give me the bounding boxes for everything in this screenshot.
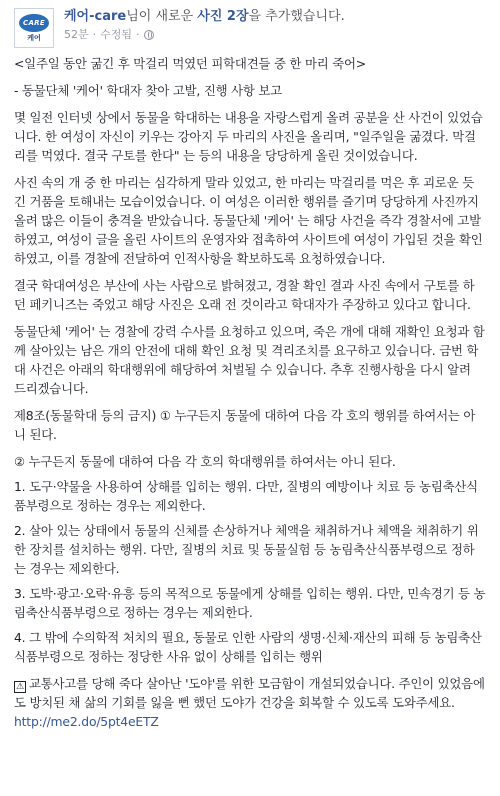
- warning-sign-icon: ⚠: [14, 681, 26, 693]
- post-paragraph: 사진 속의 개 중 한 마리는 심각하게 말라 있었고, 한 마리는 막걸리를 먹은 후 괴로운 듯 긴 거품을 토해내는 모습이었습니다. 이 여성은 이러한 행위를 즐기며 당당하게 사진까지 올려 많은 이들이 충격을 받았습니다. 동물단체 '케어' 는 해당 사건을 즉각 경찰서에 고발하였고, 여성이 글을 올린 사이트의 운영자와 접촉하여 사이트에 여성이 가입된 것을 확인하였고, 이를 경찰에 전달하여 인적사항을 확보하도록 요청하였습니다.: [14, 175, 483, 266]
- law-clause: ② 누구든지 동물에 대하여 다음 각 호의 학대행위를 하여서는 아니 된다.: [14, 454, 396, 469]
- law-item: 2. 살아 있는 상태에서 동물의 신체를 손상하거나 체액을 채취하거나 체액을 채취하기 위한 장치를 설치하는 행위. 다만, 질병의 치료 및 동물실험 등 농림축산식품부령으로 정하는 경우는 제외한다.: [14, 523, 479, 576]
- post-paragraph: 몇 일전 인터넷 상에서 동물을 학대하는 내용을 자랑스럽게 올려 공분을 산 사건이 있었습니다. 한 여성이 자신이 키우는 강아지 두 마리의 사진을 올리며, "일주일을 굶겼다. 막걸리를 먹였다. 결국 구토를 한다" 는 등의 내용을 당당하게 올린 것이었습니다.: [14, 110, 483, 163]
- meta-separator: ·: [92, 28, 97, 41]
- avatar-caption: 케어: [27, 33, 41, 42]
- action-prefix: 님이 새로운: [126, 9, 198, 24]
- edited-label[interactable]: 수정됨: [100, 28, 133, 41]
- globe-icon[interactable]: [144, 30, 154, 40]
- post-headline: <일주일 동안 굶긴 후 막걸리 먹였던 피학대견들 중 한 마리 죽어>: [14, 56, 366, 71]
- action-suffix: 을 추가했습니다.: [248, 9, 345, 24]
- post-title-line: [64, 8, 345, 26]
- meta-separator-2: ·: [136, 28, 140, 41]
- law-item: 1. 도구·약물을 사용하여 상해를 입히는 행위. 다만, 질병의 예방이나 치료 등 농림축산식품부령으로 정하는 경우는 제외한다.: [14, 479, 478, 513]
- fundraiser-link[interactable]: http://me2.do/5pt4eETZ: [14, 714, 159, 729]
- post-head-text: [64, 8, 345, 42]
- post-subheadline: - 동물단체 '케어' 학대자 찾아 고발, 진행 사항 보고: [14, 83, 282, 98]
- page-avatar[interactable]: [14, 8, 54, 48]
- law-item: 3. 도박·광고·오락·유흥 등의 목적으로 동물에게 상해를 입히는 행위. 다만, 민속경기 등 농림축산식품부령으로 정하는 경우는 제외한다.: [14, 586, 486, 620]
- care-logo: CARE: [19, 14, 49, 32]
- post-body: [14, 54, 486, 731]
- photos-link[interactable]: 사진 2장: [197, 9, 249, 24]
- law-item: 4. 그 밖에 수의학적 처치의 필요, 동물로 인한 사람의 생명·신체·재산의 피해 등 농림축산식품부령으로 정하는 정당한 사유 없이 상해를 입히는 행위: [14, 630, 482, 664]
- fundraiser-text: 교통사고를 당해 죽다 살아난 '도야'를 위한 모금함이 개설되었습니다. 주인이 있었음에도 방치된 채 삶의 기회를 잃을 뻔 했던 도야가 건강을 회복할 수 있도록 도와주세요.: [14, 676, 485, 710]
- post-time[interactable]: 52분: [64, 28, 89, 41]
- fundraiser-paragraph: [14, 674, 486, 731]
- page-name-link[interactable]: 케어-care: [64, 9, 127, 24]
- post-paragraph: 동물단체 '케어' 는 경찰에 강력 수사를 요청하고 있으며, 죽은 개에 대해 재확인 요청과 함께 살아있는 남은 개의 안전에 대해 확인 요청 및 격리조치를 요구하고 있습니다. 금번 학대 사건은 아래의 학대행위에 해당하여 처벌될 수 있습니다. 추후 진행사항을 다시 알려 드리겠습니다.: [14, 324, 485, 396]
- post-header: [14, 6, 486, 46]
- post-meta: [64, 27, 345, 42]
- post-paragraph: 결국 학대여성은 부산에 사는 사람으로 밝혀졌고, 경찰 확인 결과 사진 속에서 구토를 하던 페키니즈는 죽었고 해당 사진은 오래 전 것이라고 학대자가 주장하고 있다고 합니다.: [14, 278, 475, 312]
- law-article: 제8조(동물학대 등의 금지) ① 누구든지 동물에 대하여 다음 각 호의 행위를 하여서는 아니 된다.: [14, 408, 476, 442]
